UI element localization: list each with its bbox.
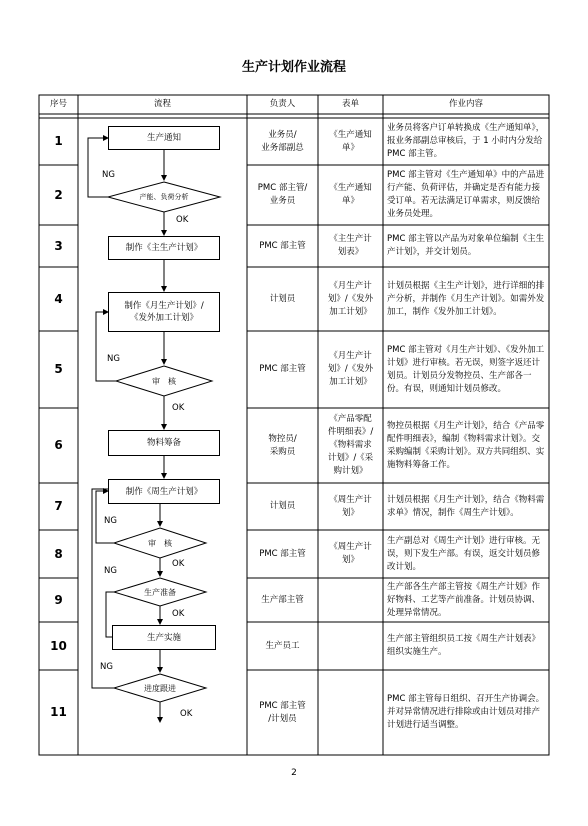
row-number: 9 [54, 592, 63, 607]
flow-node-capacity-analysis: 产能、负荷分析 [139, 193, 189, 201]
row-number: 3 [54, 238, 63, 253]
ng-label: NG [102, 170, 115, 180]
row-number: 7 [54, 499, 63, 513]
row-owner: 计划员 [269, 293, 296, 304]
row-number: 2 [54, 187, 63, 202]
ok-label: OK [172, 403, 185, 413]
row-content: 生产副总对《周生产计划》进行审核。无误，则下发生产部。有误，返交计划员修改计划。 [387, 535, 541, 572]
row-content: 业务员将客户订单转换成《生产通知单》，报业务部副总审核后，于 1 小时内分发给 PMC 部主管。 [387, 123, 545, 159]
flow-node-production-prep: 生产准备 [144, 587, 176, 597]
flow-node-review-1: 审 核 [152, 376, 176, 386]
row-form [318, 622, 383, 670]
row-owner: PMC 部主管 /计划员 [259, 700, 306, 724]
row-form: 《主生产计 划表》 [329, 234, 372, 257]
row-owner: PMC 部主管 [259, 548, 306, 559]
ng-label: NG [104, 516, 117, 526]
row-content: PMC 部主管以产品为对象单位编制《主生产计划》，并交计划员。 [387, 234, 545, 257]
row-owner: 生产部主管 [261, 594, 304, 605]
flow-node-production-execution: 生产实施 [112, 625, 216, 650]
row-content: PMC 部主管每日组织、召开生产协调会。并对异常情况进行排除或由计划员对排产计划进行适当调整。 [387, 694, 545, 730]
row-form [318, 670, 383, 755]
row-form: 《生产通知 单》 [329, 129, 372, 153]
row-content: 物控员根据《月生产计划》，结合《产品零配件明细表》，编制《物料需求计划》。交采购编制《采购计划》。双方共同组织、实施物料筹备工作。 [387, 420, 545, 470]
row-owner: 生产员工 [265, 640, 300, 651]
ng-label: NG [107, 354, 120, 364]
header-cell: 作业内容 [448, 99, 483, 109]
row-form: 《月生产计 划》/《发外 加工计划》 [327, 351, 374, 387]
row-content: 生产部主管组织员工按《周生产计划表》组织实施生产。 [387, 634, 541, 657]
row-number: 6 [54, 438, 63, 452]
page-number: 2 [291, 768, 297, 778]
flow-node-review-2: 审 核 [148, 538, 172, 548]
ng-label: NG [104, 566, 117, 576]
row-number: 10 [50, 638, 67, 653]
row-owner: PMC 部主管/ 业务员 [257, 183, 308, 206]
row-number: 11 [50, 705, 67, 719]
header-cell: 序号 [49, 99, 67, 109]
flow-node-weekly-plan: 制作《周生产计划》 [108, 479, 220, 504]
row-content: 计划员根据《月生产计划》，结合《物料需求单》情况，制作《周生产计划》。 [387, 494, 545, 518]
row-form: 《周生产计 划》 [329, 494, 372, 518]
row-content: PMC 部主管对《生产通知单》中的产品进行产能、负荷评估，并确定是否有能力接受订单。若无法满足订单需求，则反馈给业务员处理。 [387, 170, 545, 219]
row-number: 5 [54, 362, 63, 376]
header-cell: 流程 [153, 99, 171, 109]
row-content: 生产部各生产部主管按《周生产计划》作好物料、工艺等产前准备。计划员协调、处理异常情况。 [387, 581, 541, 618]
ok-label: OK [176, 215, 189, 225]
row-content: 计划员根据《主生产计划》，进行详细的排产分析，并制作《月生产计划》。如需外发加工，制作《发外加工计划》。 [387, 280, 545, 317]
row-form: 《产品零配 件明细表》/ 《物料需求 计划》/《采 购计划》 [327, 414, 374, 476]
row-number: 4 [54, 291, 63, 306]
row-number: 1 [54, 134, 63, 148]
row-content: PMC 部主管对《月生产计划》、《发外加工计划》进行审核。若无误，则签字返还计划员。计划员分发物控员、生产部各一份。有误，则通知计划员修改。 [387, 344, 545, 394]
row-owner: 业务员/ 业务部副总 [261, 129, 304, 153]
flow-node-monthly-plan: 制作《月生产计划》/ 《发外加工计划》 [108, 292, 220, 332]
row-owner: PMC 部主管 [259, 240, 306, 251]
ok-label: OK [180, 709, 193, 719]
flow-node-production-notice: 生产通知 [108, 126, 220, 150]
header-cell: 负责人 [269, 99, 296, 109]
page-title: 生产计划作业流程 [241, 60, 346, 75]
row-owner: 物控员/ 采购员 [268, 433, 297, 457]
ng-label: NG [100, 662, 113, 672]
header-cell: 表单 [341, 99, 359, 109]
row-number: 8 [54, 546, 63, 561]
row-owner: 计划员 [269, 501, 296, 511]
flow-node-master-plan: 制作《主生产计划》 [108, 236, 220, 260]
row-form: 《生产通知 单》 [329, 183, 372, 206]
ok-label: OK [172, 559, 185, 569]
flow-node-material-prep: 物料筹备 [108, 430, 220, 456]
row-form [318, 578, 383, 622]
flow-node-progress-tracking: 进度跟进 [144, 683, 176, 693]
ok-label: OK [172, 609, 185, 619]
row-owner: PMC 部主管 [259, 364, 306, 374]
row-form: 《周生产计 划》 [329, 542, 372, 565]
row-form: 《月生产计 划》/《发外 加工计划》 [327, 280, 374, 317]
